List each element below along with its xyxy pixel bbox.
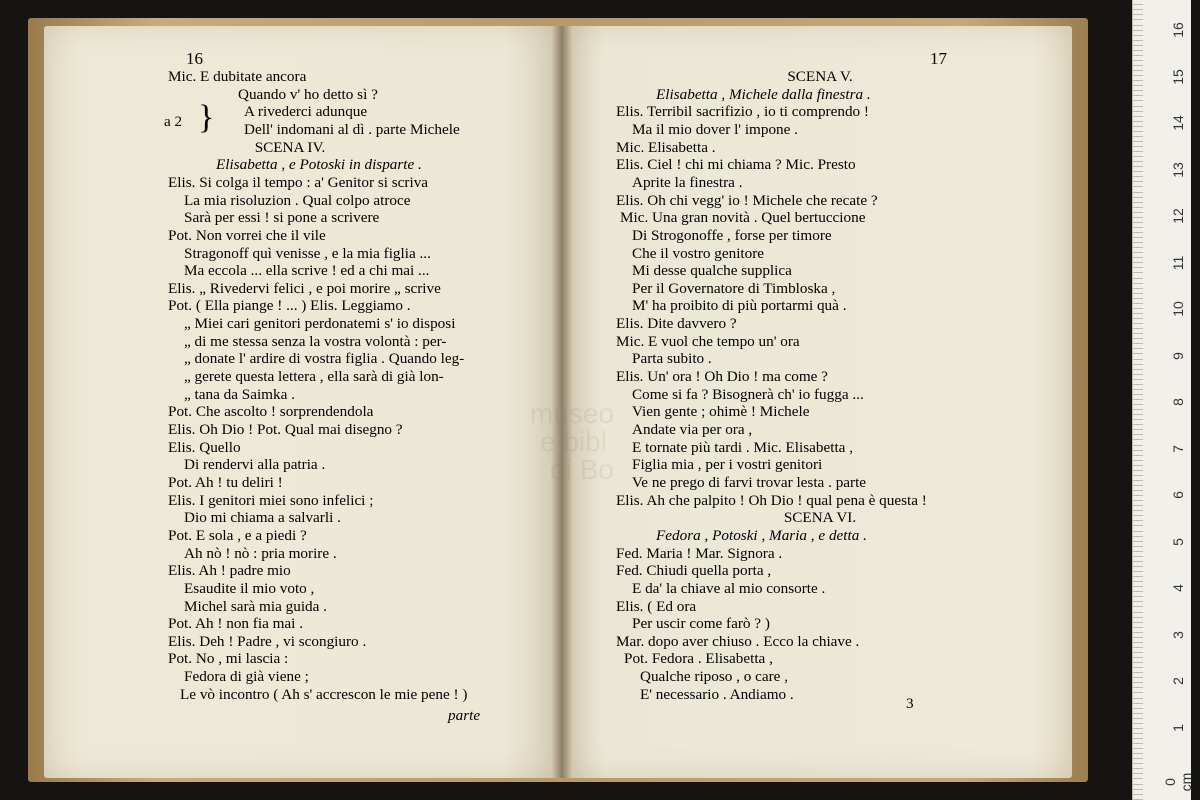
verse-line: Fed. Maria ! Mar. Signora . — [616, 544, 783, 562]
verse-line: Quando v' ho detto sì ? — [238, 85, 378, 103]
verse-line: Di rendervi alla patria . — [184, 456, 326, 474]
verse-line: Elis. „ Rivedervi felici , e poi morire „ scrive — [168, 279, 441, 297]
verse-line: Mic. Una gran novità . Quel bertuccione — [620, 209, 866, 227]
ruler-label: 2 — [1170, 677, 1186, 685]
verse-line: „ Miei cari genitori perdonatemi s' io disposi — [184, 315, 456, 333]
scene-heading: SCENA VI. — [783, 509, 857, 527]
verse-line: Elis. Oh Dio ! Pot. Qual mai disegno ? — [168, 421, 403, 438]
verse-line: Elis. Ah ! padre mio — [168, 562, 291, 580]
ruler-label: 13 — [1170, 161, 1186, 178]
verse-line: Elis. I genitori miei sono infelici ; — [168, 491, 374, 509]
verse-line: Ah nò ! nò : pria morire . — [184, 544, 337, 562]
ruler-label: 12 — [1170, 208, 1186, 224]
stage-direction: parte — [448, 707, 481, 725]
margin-mark: a 2 — [164, 113, 183, 130]
verse-line: Pot. Ah ! non fia mai . — [168, 615, 303, 633]
verse-line: Pot. Fedora . Elisabetta , — [624, 650, 773, 668]
verse-line: Mic. E vuol che tempo un' ora — [616, 332, 800, 350]
watermark-line: di Bo — [550, 454, 614, 485]
verse-line: Vien gente ; ohimè ! Michele — [632, 403, 810, 421]
verse-line: „ donate l' ardire di vostra figlia . Quando leg- — [184, 350, 465, 368]
verse-line: Elis. Ah che palpito ! Oh Dio ! qual pena è questa ! — [616, 491, 927, 509]
ruler-label: 0 cm — [1162, 772, 1194, 792]
verse-line: Per uscir come farò ? ) — [632, 615, 770, 633]
ruler-label: 4 — [1170, 584, 1186, 592]
verse-line: Come si fa ? Bisognerà ch' io fugga ... — [632, 385, 864, 403]
verse-line: Ma il mio dover l' impone . — [632, 120, 798, 138]
verse-line: Aprite la finestra . — [632, 173, 743, 191]
verse-line: Pot. ( Ella piange ! ... ) Elis. Leggiamo . — [168, 297, 411, 315]
verse-line: Ve ne prego di farvi trovar lesta . parte — [632, 473, 867, 491]
verse-line: E' necessario . Andiamo . — [640, 685, 794, 703]
page-number: 16 — [186, 49, 203, 68]
verse-line: Dio mi chiama a salvarli . — [184, 509, 341, 527]
verse-line: Mi desse qualche supplica — [632, 262, 792, 280]
verse-line: Elis. Quello — [168, 438, 241, 456]
verse-line: Le vò incontro ( Ah s' accrescon le mie pene ! ) — [180, 685, 468, 703]
ruler-label: 11 — [1170, 255, 1186, 270]
stage-direction: Fedora , Potoski , Maria , e detta . — [656, 526, 867, 544]
ruler-label: 3 — [1170, 630, 1186, 639]
verse-line: Michel sarà mia guida . — [184, 597, 327, 615]
verse-line: Elis. Dite davvero ? — [616, 315, 737, 333]
verse-line: Figlia mia , per i vostri genitori — [632, 456, 823, 474]
verse-line: Elis. ( Ed ora — [616, 597, 697, 615]
ruler-label: 16 — [1170, 22, 1186, 38]
verse-line: Mic. E dubitate ancora — [168, 68, 307, 85]
verse-line: Esaudite il mio voto , — [184, 579, 315, 597]
verse-line: Sarà per essi ! si pone a scrivere — [184, 209, 380, 227]
ruler-label: 15 — [1170, 68, 1186, 85]
verse-line: Per il Governatore di Timbloska , — [632, 279, 836, 297]
watermark-line: e bibl — [540, 426, 607, 457]
verse-line: Andate via per ora , — [632, 421, 753, 438]
verse-line: A rivederci adunque — [244, 103, 368, 121]
verse-line: Stragonoff quì venisse , e la mia figlia ... — [184, 244, 431, 262]
ruler-label: 1 — [1170, 723, 1186, 732]
verse-line: La mia risoluzion . Qual colpo atroce — [184, 191, 411, 209]
verse-line: Pot. No , mi lascia : — [168, 650, 289, 668]
page-number: 17 — [930, 49, 947, 68]
ruler-label: 7 — [1170, 444, 1186, 453]
ruler-label: 14 — [1170, 115, 1186, 131]
signature-mark: 3 — [906, 695, 914, 712]
verse-line: „ tana da Saimka . — [184, 385, 295, 403]
verse-line: Elis. Un' ora ! Oh Dio ! ma come ? — [616, 368, 828, 386]
verse-line: Elis. Oh chi vegg' io ! Michele che recate ? — [616, 191, 878, 209]
stage-direction: Elisabetta , e Potoski in disparte . — [216, 156, 422, 174]
verse-line: „ di me stessa senza la vostra volontà : per- — [184, 332, 447, 350]
verse-line: Elis. Si colga il tempo : a' Genitor si scriva — [168, 173, 429, 191]
verse-line: E da' la chiave al mio consorte . — [632, 579, 826, 597]
ruler-label: 10 — [1170, 301, 1186, 317]
brace-icon: } — [198, 99, 215, 136]
verse-line: Mic. Elisabetta . — [616, 138, 716, 156]
verse-line: M' ha proibito di più portarmi quà . — [632, 297, 847, 315]
verse-line: Che il vostro genitore — [632, 244, 765, 262]
watermark — [530, 400, 614, 484]
verse-line: Elis. Terribil sacrifizio , io ti comprendo ! — [616, 103, 869, 121]
verse-line: Fed. Chiudi quella porta , — [616, 562, 772, 580]
verse-line: Elis. Ciel ! chi mi chiama ? Mic. Presto — [616, 156, 856, 174]
stage-direction: Elisabetta , Michele dalla finestra . — [656, 85, 871, 103]
verse-line: Pot. Non vorrei che il vile — [168, 226, 326, 244]
verse-line: Qualche riposo , o care , — [640, 668, 789, 686]
verse-line: Pot. Ah ! tu deliri ! — [168, 473, 283, 491]
verse-line: Dell' indomani al dì . parte Michele — [244, 120, 460, 138]
verse-line: Pot. E sola , e a piedi ? — [168, 526, 307, 544]
ruler-label: 6 — [1170, 491, 1186, 499]
verse-line: Parta subito . — [632, 350, 712, 368]
verse-line: Mar. dopo aver chiuso . Ecco la chiave . — [616, 632, 860, 650]
ruler-label: 9 — [1170, 351, 1186, 360]
verse-line: Elis. Deh ! Padre , vi scongiuro . — [168, 632, 367, 650]
ruler-label: 8 — [1170, 398, 1186, 406]
verse-line: Di Strogonoffe , forse per timore — [632, 226, 832, 244]
scene-heading: SCENA IV. — [254, 138, 326, 156]
watermark-line: museo — [530, 398, 615, 429]
ruler-label: 5 — [1170, 537, 1186, 546]
verse-line: Ma eccola ... ella scrive ! ed a chi mai ... — [184, 262, 430, 280]
verse-line: E tornate più tardi . Mic. Elisabetta , — [632, 438, 853, 456]
verse-line: „ gerete questa lettera , ella sarà di già lon- — [184, 368, 444, 386]
verse-line: Pot. Che ascolto ! sorprendendola — [168, 403, 374, 421]
scene-heading: SCENA V. — [787, 68, 853, 85]
verse-line: Fedora di già viene ; — [184, 668, 309, 686]
